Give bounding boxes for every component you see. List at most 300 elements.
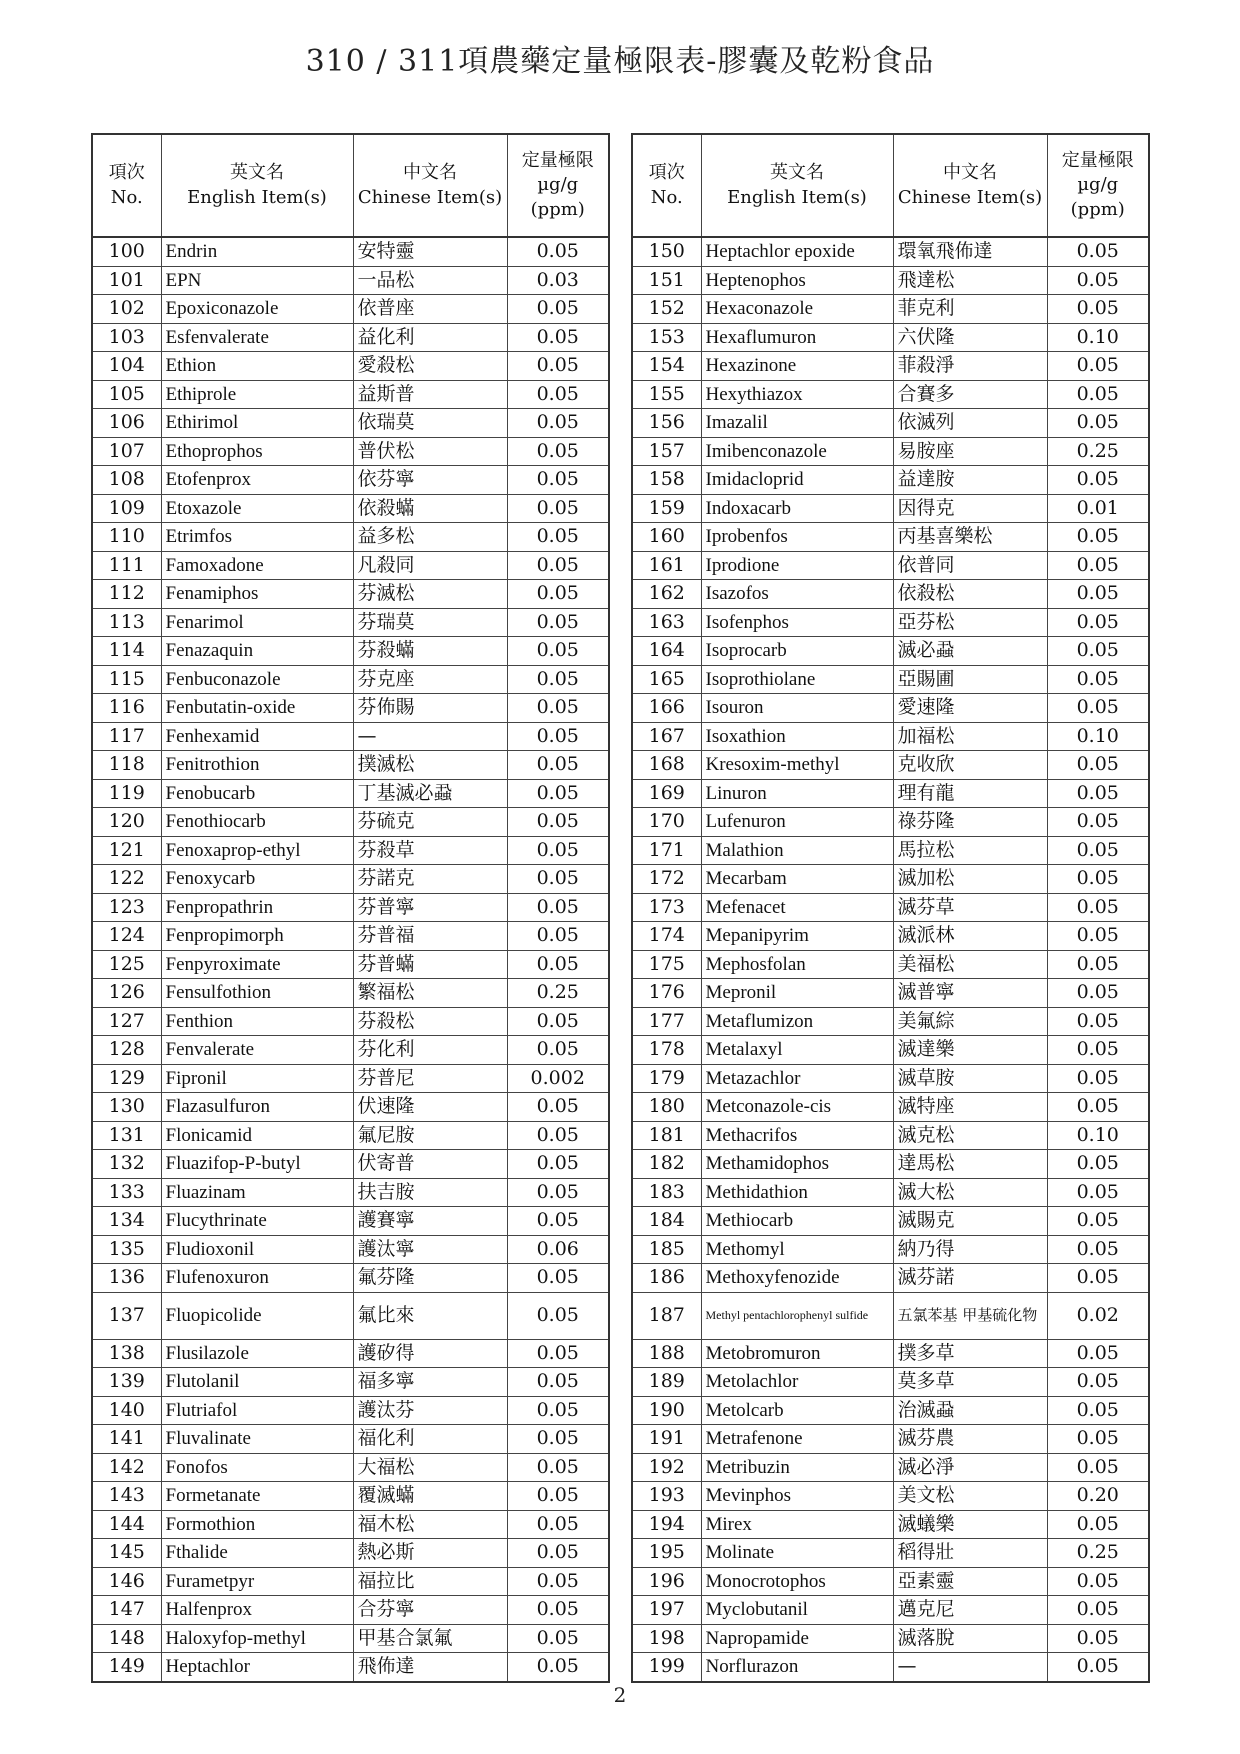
table-row xyxy=(632,1207,1149,1236)
cell-loq-value: 0.05 xyxy=(507,380,609,409)
table-row xyxy=(92,1567,609,1596)
cell-english-name: Imibenconazole xyxy=(701,437,893,466)
table-row xyxy=(92,808,609,837)
cell-chinese-name: 合賽多 xyxy=(893,380,1047,409)
cell-chinese-name: 芬殺草 xyxy=(353,836,507,865)
table-row xyxy=(632,1624,1149,1653)
cell-english-name: Metalaxyl xyxy=(701,1036,893,1065)
table-row xyxy=(632,494,1149,523)
cell-no: 102 xyxy=(92,295,161,324)
cell-no: 137 xyxy=(92,1292,161,1339)
cell-no: 181 xyxy=(632,1121,701,1150)
header-no: 項次 No. xyxy=(92,134,161,237)
cell-no: 132 xyxy=(92,1150,161,1179)
cell-chinese-name: 丙基喜樂松 xyxy=(893,523,1047,552)
cell-english-name: Hexaflumuron xyxy=(701,323,893,352)
table-row xyxy=(92,1064,609,1093)
cell-english-name: Metribuzin xyxy=(701,1453,893,1482)
cell-no: 183 xyxy=(632,1178,701,1207)
cell-chinese-name: 滅賜克 xyxy=(893,1207,1047,1236)
cell-english-name: Flutolanil xyxy=(161,1368,353,1397)
pesticide-table-right xyxy=(631,133,1150,1683)
cell-no: 104 xyxy=(92,352,161,381)
cell-chinese-name: 愛速隆 xyxy=(893,694,1047,723)
cell-loq-value: 0.10 xyxy=(1047,722,1149,751)
cell-chinese-name: 扶吉胺 xyxy=(353,1178,507,1207)
cell-english-name: Heptenophos xyxy=(701,266,893,295)
cell-loq-value: 0.05 xyxy=(507,523,609,552)
cell-no: 172 xyxy=(632,865,701,894)
cell-loq-value: 0.05 xyxy=(507,1150,609,1179)
cell-english-name: Fenamiphos xyxy=(161,580,353,609)
cell-english-name: Fludioxonil xyxy=(161,1235,353,1264)
cell-loq-value: 0.05 xyxy=(1047,551,1149,580)
cell-no: 186 xyxy=(632,1264,701,1293)
cell-chinese-name: 依殺蟎 xyxy=(353,494,507,523)
cell-loq-value: 0.05 xyxy=(507,1453,609,1482)
cell-loq-value: 0.05 xyxy=(507,665,609,694)
cell-loq-value: 0.05 xyxy=(1047,580,1149,609)
cell-no: 126 xyxy=(92,979,161,1008)
table-row xyxy=(92,1036,609,1065)
cell-loq-value: 0.05 xyxy=(1047,893,1149,922)
cell-loq-value: 0.05 xyxy=(1047,523,1149,552)
cell-loq-value: 0.05 xyxy=(1047,694,1149,723)
table-row xyxy=(92,1235,609,1264)
cell-chinese-name: — xyxy=(353,722,507,751)
table-row xyxy=(632,323,1149,352)
table-row xyxy=(92,722,609,751)
cell-chinese-name: 芬普尼 xyxy=(353,1064,507,1093)
cell-no: 142 xyxy=(92,1453,161,1482)
cell-no: 101 xyxy=(92,266,161,295)
cell-no: 123 xyxy=(92,893,161,922)
cell-loq-value: 0.05 xyxy=(507,836,609,865)
cell-english-name: Etofenprox xyxy=(161,466,353,495)
cell-english-name: Fenpropimorph xyxy=(161,922,353,951)
cell-chinese-name: 克收欣 xyxy=(893,751,1047,780)
cell-loq-value: 0.05 xyxy=(1047,1150,1149,1179)
cell-english-name: Hexaconazole xyxy=(701,295,893,324)
cell-english-name: Linuron xyxy=(701,779,893,808)
cell-loq-value: 0.05 xyxy=(507,1264,609,1293)
cell-chinese-name: 美氟綜 xyxy=(893,1007,1047,1036)
table-row xyxy=(632,1007,1149,1036)
cell-chinese-name: 芬佈賜 xyxy=(353,694,507,723)
table-row xyxy=(632,922,1149,951)
cell-no: 140 xyxy=(92,1396,161,1425)
cell-chinese-name: 芬普福 xyxy=(353,922,507,951)
cell-no: 110 xyxy=(92,523,161,552)
table-row xyxy=(632,751,1149,780)
table-row xyxy=(92,523,609,552)
cell-no: 121 xyxy=(92,836,161,865)
cell-loq-value: 0.05 xyxy=(507,1396,609,1425)
cell-chinese-name: 莫多草 xyxy=(893,1368,1047,1397)
cell-loq-value: 0.05 xyxy=(507,1539,609,1568)
table-row xyxy=(632,1539,1149,1568)
cell-loq-value: 0.05 xyxy=(1047,380,1149,409)
cell-chinese-name: 滅芬諾 xyxy=(893,1264,1047,1293)
header-loq: 定量極限 µg/g (ppm) xyxy=(507,134,609,237)
cell-english-name: Metaflumizon xyxy=(701,1007,893,1036)
pesticide-table-left xyxy=(91,133,610,1683)
cell-english-name: Kresoxim-methyl xyxy=(701,751,893,780)
cell-english-name: Haloxyfop-methyl xyxy=(161,1624,353,1653)
cell-english-name: Fipronil xyxy=(161,1064,353,1093)
cell-english-name: Myclobutanil xyxy=(701,1596,893,1625)
table-row xyxy=(632,523,1149,552)
cell-english-name: Indoxacarb xyxy=(701,494,893,523)
cell-loq-value: 0.05 xyxy=(1047,1036,1149,1065)
page-title: 310 / 311項農藥定量極限表-膠囊及乾粉食品 xyxy=(305,44,935,79)
table-row xyxy=(92,1093,609,1122)
cell-english-name: EPN xyxy=(161,266,353,295)
cell-chinese-name: 氟芬隆 xyxy=(353,1264,507,1293)
cell-english-name: Lufenuron xyxy=(701,808,893,837)
cell-loq-value: 0.05 xyxy=(507,1093,609,1122)
cell-english-name: Ethion xyxy=(161,352,353,381)
cell-no: 117 xyxy=(92,722,161,751)
cell-english-name: Methyl pentachlorophenyl sulfide xyxy=(701,1292,893,1339)
cell-loq-value: 0.05 xyxy=(1047,266,1149,295)
cell-loq-value: 0.05 xyxy=(1047,1567,1149,1596)
table-row xyxy=(92,580,609,609)
cell-english-name: Fenarimol xyxy=(161,608,353,637)
table-row xyxy=(92,836,609,865)
cell-chinese-name: 滅芬農 xyxy=(893,1425,1047,1454)
cell-chinese-name: 撲滅松 xyxy=(353,751,507,780)
cell-chinese-name: 芬普蟎 xyxy=(353,950,507,979)
page-number: 2 xyxy=(613,1683,627,1707)
header-english-item: 英文名 English Item(s) xyxy=(161,134,353,237)
cell-english-name: Fluazifop-P-butyl xyxy=(161,1150,353,1179)
cell-no: 151 xyxy=(632,266,701,295)
cell-loq-value: 0.05 xyxy=(507,893,609,922)
cell-chinese-name: 大福松 xyxy=(353,1453,507,1482)
cell-no: 191 xyxy=(632,1425,701,1454)
cell-no: 128 xyxy=(92,1036,161,1065)
cell-english-name: Hexythiazox xyxy=(701,380,893,409)
cell-no: 114 xyxy=(92,637,161,666)
cell-loq-value: 0.05 xyxy=(507,494,609,523)
cell-loq-value: 0.05 xyxy=(1047,751,1149,780)
cell-loq-value: 0.05 xyxy=(507,352,609,381)
table-row xyxy=(92,1653,609,1682)
table-row xyxy=(92,295,609,324)
cell-english-name: Metazachlor xyxy=(701,1064,893,1093)
cell-chinese-name: — xyxy=(893,1653,1047,1682)
cell-english-name: Mirex xyxy=(701,1510,893,1539)
cell-chinese-name: 易胺座 xyxy=(893,437,1047,466)
table-row xyxy=(632,1396,1149,1425)
cell-english-name: Fthalide xyxy=(161,1539,353,1568)
table-row xyxy=(632,1596,1149,1625)
table-row xyxy=(632,1482,1149,1511)
cell-no: 130 xyxy=(92,1093,161,1122)
cell-loq-value: 0.05 xyxy=(507,1482,609,1511)
cell-no: 188 xyxy=(632,1339,701,1368)
table-row xyxy=(632,1510,1149,1539)
cell-chinese-name: 益斯普 xyxy=(353,380,507,409)
cell-no: 122 xyxy=(92,865,161,894)
header-chinese-item: 中文名 Chinese Item(s) xyxy=(893,134,1047,237)
table-row xyxy=(632,1121,1149,1150)
cell-chinese-name: 治滅蝨 xyxy=(893,1396,1047,1425)
cell-english-name: Methoxyfenozide xyxy=(701,1264,893,1293)
cell-loq-value: 0.05 xyxy=(507,722,609,751)
cell-chinese-name: 護汰芬 xyxy=(353,1396,507,1425)
cell-loq-value: 0.05 xyxy=(507,1425,609,1454)
cell-chinese-name: 滅達樂 xyxy=(893,1036,1047,1065)
cell-english-name: Hexazinone xyxy=(701,352,893,381)
cell-english-name: Metobromuron xyxy=(701,1339,893,1368)
cell-no: 193 xyxy=(632,1482,701,1511)
cell-no: 131 xyxy=(92,1121,161,1150)
cell-english-name: Mepronil xyxy=(701,979,893,1008)
table-row xyxy=(632,1425,1149,1454)
table-row xyxy=(92,694,609,723)
cell-chinese-name: 芬化利 xyxy=(353,1036,507,1065)
cell-loq-value: 0.05 xyxy=(507,1178,609,1207)
cell-no: 139 xyxy=(92,1368,161,1397)
cell-english-name: Fenitrothion xyxy=(161,751,353,780)
cell-english-name: Metolcarb xyxy=(701,1396,893,1425)
cell-english-name: Methamidophos xyxy=(701,1150,893,1179)
cell-loq-value: 0.05 xyxy=(507,1207,609,1236)
cell-no: 173 xyxy=(632,893,701,922)
table-row xyxy=(632,580,1149,609)
cell-loq-value: 0.01 xyxy=(1047,494,1149,523)
cell-loq-value: 0.05 xyxy=(507,1121,609,1150)
cell-english-name: Fenoxycarb xyxy=(161,865,353,894)
cell-no: 148 xyxy=(92,1624,161,1653)
cell-english-name: Ethirimol xyxy=(161,409,353,438)
table-row xyxy=(92,409,609,438)
cell-english-name: Napropamide xyxy=(701,1624,893,1653)
cell-no: 136 xyxy=(92,1264,161,1293)
cell-loq-value: 0.05 xyxy=(507,608,609,637)
cell-english-name: Ethiprole xyxy=(161,380,353,409)
cell-chinese-name: 氟比來 xyxy=(353,1292,507,1339)
table-row xyxy=(632,665,1149,694)
table-header-row xyxy=(92,134,609,237)
cell-chinese-name: 芬克座 xyxy=(353,665,507,694)
cell-english-name: Halfenprox xyxy=(161,1596,353,1625)
table-row xyxy=(632,779,1149,808)
table-row xyxy=(92,1368,609,1397)
cell-loq-value: 0.05 xyxy=(1047,665,1149,694)
cell-loq-value: 0.10 xyxy=(1047,1121,1149,1150)
cell-loq-value: 0.05 xyxy=(507,1007,609,1036)
cell-loq-value: 0.05 xyxy=(1047,836,1149,865)
cell-no: 198 xyxy=(632,1624,701,1653)
cell-chinese-name: 滅派林 xyxy=(893,922,1047,951)
cell-no: 160 xyxy=(632,523,701,552)
cell-english-name: Iprodione xyxy=(701,551,893,580)
cell-english-name: Fenbuconazole xyxy=(161,665,353,694)
cell-loq-value: 0.05 xyxy=(507,1292,609,1339)
table-row xyxy=(632,1150,1149,1179)
cell-chinese-name: 亞素靈 xyxy=(893,1567,1047,1596)
cell-chinese-name: 亞芬松 xyxy=(893,608,1047,637)
cell-chinese-name: 滅必淨 xyxy=(893,1453,1047,1482)
cell-english-name: Fenobucarb xyxy=(161,779,353,808)
cell-no: 178 xyxy=(632,1036,701,1065)
cell-chinese-name: 益化利 xyxy=(353,323,507,352)
cell-no: 170 xyxy=(632,808,701,837)
cell-loq-value: 0.05 xyxy=(507,1339,609,1368)
cell-english-name: Etoxazole xyxy=(161,494,353,523)
cell-loq-value: 0.05 xyxy=(507,1596,609,1625)
cell-loq-value: 0.05 xyxy=(1047,1064,1149,1093)
table-row xyxy=(92,1121,609,1150)
cell-english-name: Fenpropathrin xyxy=(161,893,353,922)
cell-english-name: Methiocarb xyxy=(701,1207,893,1236)
cell-loq-value: 0.02 xyxy=(1047,1292,1149,1339)
table-row xyxy=(632,1264,1149,1293)
table-header-row xyxy=(632,134,1149,237)
cell-no: 129 xyxy=(92,1064,161,1093)
cell-no: 167 xyxy=(632,722,701,751)
cell-loq-value: 0.05 xyxy=(1047,922,1149,951)
cell-english-name: Fonofos xyxy=(161,1453,353,1482)
cell-no: 189 xyxy=(632,1368,701,1397)
cell-chinese-name: 護矽得 xyxy=(353,1339,507,1368)
cell-english-name: Methacrifos xyxy=(701,1121,893,1150)
cell-loq-value: 0.05 xyxy=(1047,1093,1149,1122)
cell-loq-value: 0.05 xyxy=(1047,1596,1149,1625)
table-row xyxy=(632,380,1149,409)
table-row xyxy=(632,551,1149,580)
table-row xyxy=(632,1339,1149,1368)
cell-chinese-name: 美文松 xyxy=(893,1482,1047,1511)
table-row xyxy=(92,1178,609,1207)
cell-no: 119 xyxy=(92,779,161,808)
cell-loq-value: 0.05 xyxy=(507,237,609,266)
table-row xyxy=(92,1339,609,1368)
cell-english-name: Formothion xyxy=(161,1510,353,1539)
cell-loq-value: 0.05 xyxy=(1047,237,1149,266)
cell-no: 153 xyxy=(632,323,701,352)
cell-no: 159 xyxy=(632,494,701,523)
cell-chinese-name: 滅草胺 xyxy=(893,1064,1047,1093)
cell-loq-value: 0.05 xyxy=(1047,979,1149,1008)
cell-chinese-name: 加福松 xyxy=(893,722,1047,751)
cell-chinese-name: 環氧飛佈達 xyxy=(893,237,1047,266)
table-row xyxy=(92,950,609,979)
cell-chinese-name: 益多松 xyxy=(353,523,507,552)
cell-chinese-name: 福拉比 xyxy=(353,1567,507,1596)
cell-no: 168 xyxy=(632,751,701,780)
cell-english-name: Imidacloprid xyxy=(701,466,893,495)
cell-loq-value: 0.05 xyxy=(507,323,609,352)
cell-loq-value: 0.05 xyxy=(507,1653,609,1682)
table-row xyxy=(632,808,1149,837)
cell-no: 103 xyxy=(92,323,161,352)
table-row xyxy=(632,237,1149,266)
cell-loq-value: 0.05 xyxy=(507,694,609,723)
cell-loq-value: 0.05 xyxy=(1047,608,1149,637)
cell-loq-value: 0.05 xyxy=(1047,1007,1149,1036)
cell-chinese-name: 福多寧 xyxy=(353,1368,507,1397)
cell-english-name: Heptachlor epoxide xyxy=(701,237,893,266)
header-loq: 定量極限 µg/g (ppm) xyxy=(1047,134,1149,237)
cell-english-name: Epoxiconazole xyxy=(161,295,353,324)
table-row xyxy=(632,1368,1149,1397)
cell-english-name: Famoxadone xyxy=(161,551,353,580)
cell-loq-value: 0.05 xyxy=(1047,1653,1149,1682)
cell-no: 165 xyxy=(632,665,701,694)
table-row xyxy=(632,266,1149,295)
cell-loq-value: 0.05 xyxy=(507,551,609,580)
cell-chinese-name: 美福松 xyxy=(893,950,1047,979)
cell-no: 133 xyxy=(92,1178,161,1207)
table-row xyxy=(632,352,1149,381)
cell-chinese-name: 護汰寧 xyxy=(353,1235,507,1264)
cell-no: 177 xyxy=(632,1007,701,1036)
table-row xyxy=(92,865,609,894)
cell-english-name: Isoprocarb xyxy=(701,637,893,666)
table-row xyxy=(92,1596,609,1625)
table-row xyxy=(92,1539,609,1568)
cell-chinese-name: 因得克 xyxy=(893,494,1047,523)
cell-english-name: Formetanate xyxy=(161,1482,353,1511)
cell-english-name: Heptachlor xyxy=(161,1653,353,1682)
table-row xyxy=(632,1567,1149,1596)
cell-english-name: Mecarbam xyxy=(701,865,893,894)
cell-chinese-name: 芬殺蟎 xyxy=(353,637,507,666)
cell-no: 174 xyxy=(632,922,701,951)
cell-loq-value: 0.05 xyxy=(1047,1178,1149,1207)
table-row xyxy=(92,893,609,922)
cell-no: 164 xyxy=(632,637,701,666)
cell-english-name: Malathion xyxy=(701,836,893,865)
cell-english-name: Norflurazon xyxy=(701,1653,893,1682)
cell-english-name: Fenthion xyxy=(161,1007,353,1036)
header-chinese-item: 中文名 Chinese Item(s) xyxy=(353,134,507,237)
cell-no: 162 xyxy=(632,580,701,609)
cell-no: 127 xyxy=(92,1007,161,1036)
cell-chinese-name: 芬諾克 xyxy=(353,865,507,894)
table-row xyxy=(92,637,609,666)
table-row xyxy=(632,694,1149,723)
cell-chinese-name: 丁基滅必蝨 xyxy=(353,779,507,808)
cell-loq-value: 0.25 xyxy=(1047,1539,1149,1568)
cell-chinese-name: 菲殺淨 xyxy=(893,352,1047,381)
cell-no: 149 xyxy=(92,1653,161,1682)
table-row xyxy=(92,551,609,580)
cell-no: 115 xyxy=(92,665,161,694)
cell-english-name: Fensulfothion xyxy=(161,979,353,1008)
cell-chinese-name: 福化利 xyxy=(353,1425,507,1454)
cell-no: 116 xyxy=(92,694,161,723)
cell-english-name: Flufenoxuron xyxy=(161,1264,353,1293)
cell-loq-value: 0.05 xyxy=(507,437,609,466)
cell-loq-value: 0.05 xyxy=(1047,808,1149,837)
table-row xyxy=(92,608,609,637)
cell-english-name: Isoxathion xyxy=(701,722,893,751)
cell-no: 192 xyxy=(632,1453,701,1482)
cell-no: 195 xyxy=(632,1539,701,1568)
cell-no: 179 xyxy=(632,1064,701,1093)
cell-no: 175 xyxy=(632,950,701,979)
cell-no: 138 xyxy=(92,1339,161,1368)
cell-english-name: Mepanipyrim xyxy=(701,922,893,951)
table-row xyxy=(632,1453,1149,1482)
cell-chinese-name: 滅落脫 xyxy=(893,1624,1047,1653)
cell-chinese-name: 五氯苯基 甲基硫化物 xyxy=(893,1292,1047,1339)
